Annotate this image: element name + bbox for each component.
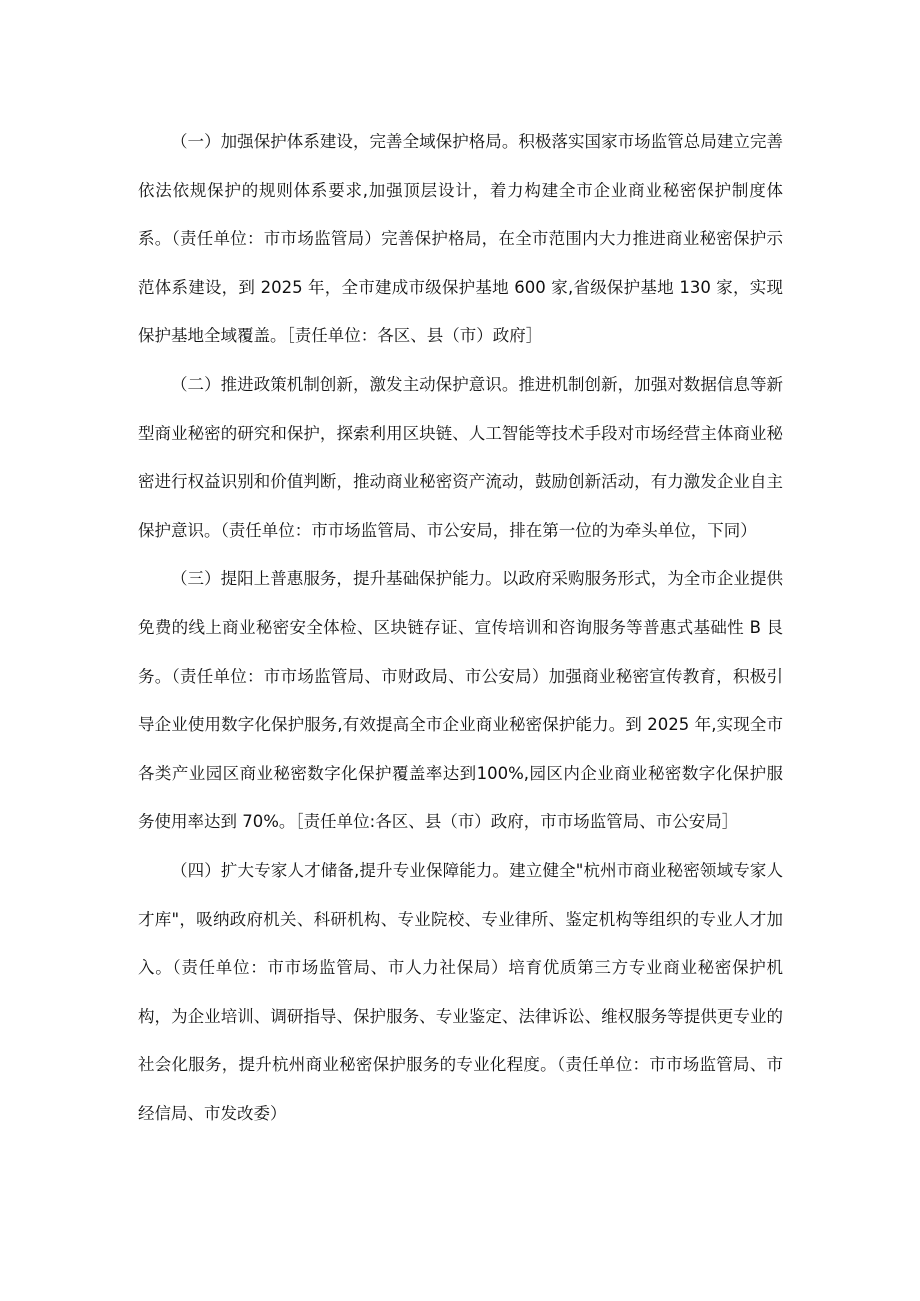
- paragraph-4: （四）扩大专家人才储备,提升专业保障能力。建立健全"杭州市商业秘密领域专家人才库"，吸纳政府机关、科研机构、专业院校、专业律所、鉴定机构等组织的专业人才加入。（责任单位：市市场监管局、市人力社保局）培育优质第三方专业商业秘密保护机构，为企业培训、调研指导、保护服务、专业鉴定、法律诉讼、维权服务等提供更专业的社会化服务，提升杭州商业秘密保护服务的专业化程度。（责任单位：市市场监管局、市经信局、市发改委）: [138, 860, 783, 1123]
- paragraph-1: （一）加强保护体系建设，完善全域保护格局。积极落实国家市场监管总局建立完善依法依规保护的规则体系要求,加强顶层设计，着力构建全市企业商业秘密保护制度体系。（责任单位：市市场监管局）完善保护格局，在全市范围内大力推进商业秘密保护示范体系建设，到 2025 年，全市建成市级保护基地 600 家,省级保护基地 130 家，实现保护基地全域覆盖。［责任单位：各区、县（市）政府］: [138, 132, 783, 346]
- paragraph-2: （二）推进政策机制创新，激发主动保护意识。推进机制创新，加强对数据信息等新型商业秘密的研究和保护，探索利用区块链、人工智能等技术手段对市场经营主体商业秘密进行权益识别和价值判断，推动商业秘密资产流动，鼓励创新活动，有力激发企业自主保护意识。（责任单位：市市场监管局、市公安局，排在第一位的为牵头单位，下同）: [138, 374, 783, 540]
- paragraph-3: （三）提阳上普惠服务，提升基础保护能力。以政府采购服务形式，为全市企业提供免费的线上商业秘密安全体检、区块链存证、宣传培训和咨询服务等普惠式基础性 B 艮务。（责任单位：市市场监管局、市财政局、市公安局）加强商业秘密宣传教育，积极引导企业使用数字化保护服务,有效提高全市企业商业秘密保护能力。到 2025 年,实现全市各类产业园区商业秘密数字化保护覆盖率达到100%,园区内企业商业秘密数字化保护服务使用率达到 70%。［责任单位:各区、县（市）政府，市市场监管局、市公安局］: [138, 569, 783, 832]
- document-body: [138, 118, 783, 1138]
